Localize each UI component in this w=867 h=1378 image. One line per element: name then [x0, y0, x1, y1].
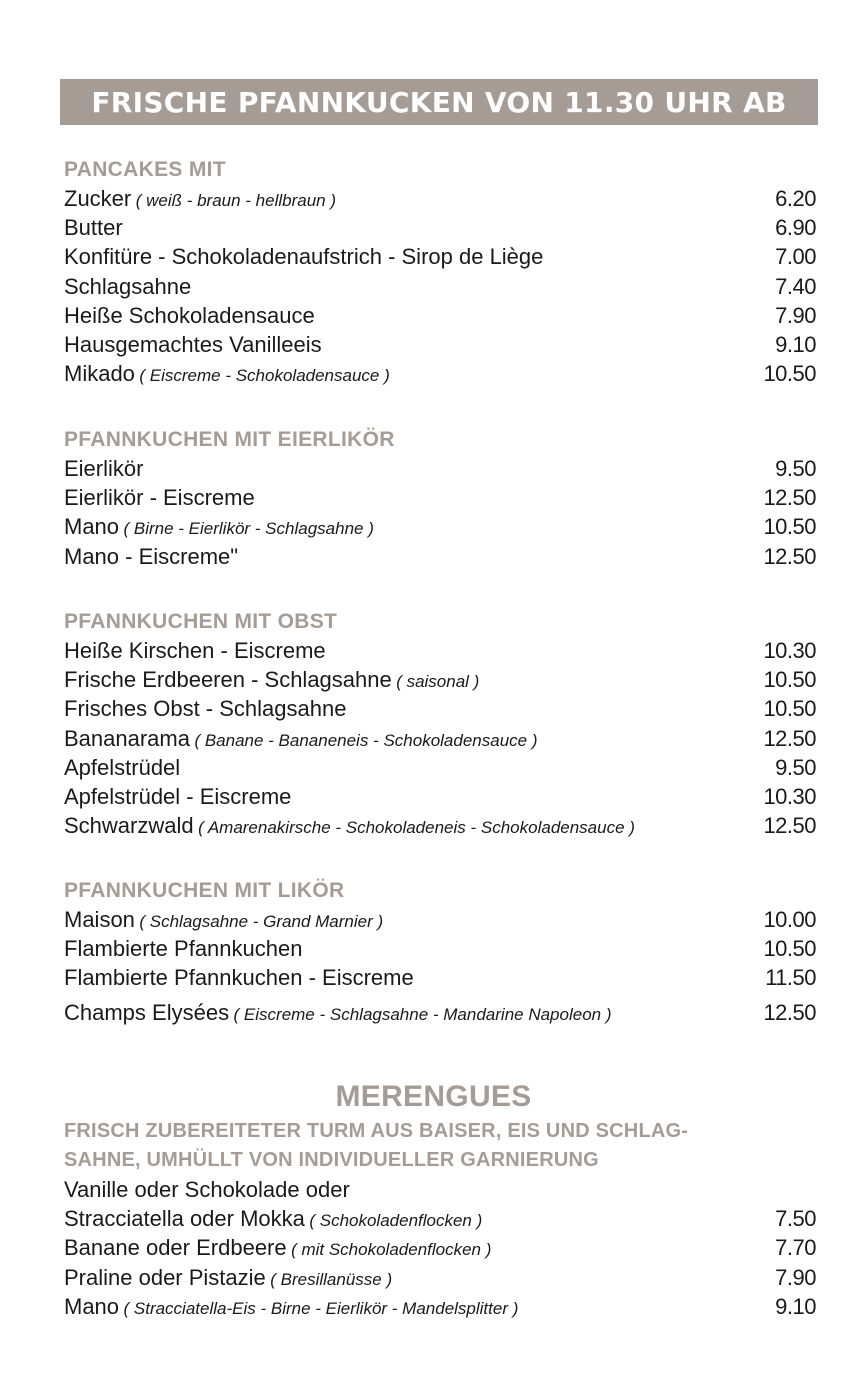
item-name: Butter [64, 215, 123, 241]
item-price: 9.50 [775, 456, 816, 481]
menu-item [64, 993, 816, 1033]
item-price: 7.50 [775, 1206, 816, 1232]
item-note: ( Birne - Eierlikör - Schlagsahne ) [123, 519, 374, 539]
item-name: Champs Elysées [64, 999, 230, 1025]
item-price: 7.40 [775, 273, 816, 299]
item-name: Frische Erdbeeren - Schlagsahne [64, 667, 392, 693]
item-name: Maison [64, 907, 135, 932]
item-price: 12.50 [763, 725, 816, 751]
item-name: Konfitüre - Schokoladenaufstrich - Sirop de Liège [64, 244, 544, 270]
section-obst [64, 607, 816, 840]
menu-item [64, 724, 816, 753]
menu-item [64, 636, 816, 665]
menu-item [64, 542, 816, 571]
item-price: 10.50 [763, 696, 816, 722]
menu-item [64, 213, 816, 242]
item-price: 9.50 [775, 754, 816, 780]
item-name: Hausgemachtes Vanilleeis [64, 331, 322, 357]
item-price: 6.90 [775, 215, 816, 241]
menu-item [64, 1233, 816, 1262]
item-name: Flambierte Pfannkuchen [64, 936, 303, 962]
menu-banner [60, 79, 818, 125]
item-price: 10.00 [763, 907, 816, 932]
menu-item [64, 694, 816, 723]
item-note: ( Amarenakirsche - Schokoladeneis - Schokoladensauce ) [198, 818, 635, 838]
item-price: 12.50 [763, 485, 816, 511]
menu-item [64, 1292, 816, 1321]
menu-item [64, 301, 816, 330]
section-likoer [64, 876, 816, 1033]
item-note: ( Bresillanüsse ) [270, 1269, 393, 1289]
section-title: PFANNKUCHEN MIT LIKÖR [64, 879, 345, 902]
item-price: 9.10 [775, 1293, 816, 1319]
item-price: 6.20 [775, 186, 816, 211]
item-note: ( Eiscreme - Schokoladensauce ) [139, 366, 390, 386]
item-name: Eierlikör - Eiscreme [64, 485, 255, 511]
item-name: Banane oder Erdbeere [64, 1235, 287, 1261]
item-name: Schwarzwald [64, 813, 194, 839]
item-name: Stracciatella oder Mokka [64, 1206, 305, 1232]
menu-item [64, 753, 816, 782]
item-price: 12.50 [763, 543, 816, 569]
menu-item [64, 272, 816, 301]
item-name: Heiße Schokoladensauce [64, 302, 315, 328]
item-name: Bananarama [64, 725, 190, 751]
menu-item [64, 905, 816, 934]
menu-item [64, 184, 816, 213]
item-price: 11.50 [765, 965, 816, 991]
menu-item [64, 483, 816, 512]
menu-item [64, 359, 816, 388]
item-note: ( mit Schokoladenflocken ) [291, 1240, 492, 1260]
item-price: 7.90 [775, 1264, 816, 1290]
merengues-description-line1: FRISCH ZUBEREITETER TURM AUS BAISER, EIS UND SCHLAG- [64, 1120, 689, 1142]
item-name: Apfelstrüdel - Eiscreme [64, 783, 292, 809]
item-price: 12.50 [763, 999, 816, 1025]
item-note: ( Banane - Bananeneis - Schokoladensauce ) [194, 730, 538, 750]
menu-item [64, 665, 816, 694]
section-eierlikoer [64, 425, 816, 571]
item-name: Apfelstrüdel [64, 754, 181, 780]
section-title: PFANNKUCHEN MIT EIERLIKÖR [64, 428, 395, 451]
item-name: Mano [64, 1293, 120, 1319]
menu-item [64, 963, 816, 992]
item-note: ( Eiscreme - Schlagsahne - Mandarine Napoleon ) [233, 1004, 612, 1024]
section-merengues [64, 1117, 816, 1321]
item-name: Zucker [64, 186, 132, 211]
item-name: Heiße Kirschen - Eiscreme [64, 638, 326, 663]
item-note: ( Schlagsahne - Grand Marnier ) [139, 912, 384, 931]
item-price: 7.70 [775, 1235, 816, 1261]
menu-item [64, 1263, 816, 1292]
menu-item [64, 454, 816, 483]
item-name: Schlagsahne [64, 273, 192, 299]
banner-title: FRISCHE PFANNKUCKEN VON 11.30 UHR AB [91, 85, 787, 119]
menu-item [64, 512, 816, 541]
merengues-intro-row [64, 1175, 816, 1204]
item-price: 9.10 [775, 331, 816, 357]
menu-item [64, 330, 816, 359]
item-name: Mano [64, 514, 120, 540]
menu-item [64, 934, 816, 963]
item-price: 12.50 [763, 813, 816, 839]
section-title: PANCAKES MIT [64, 158, 226, 181]
item-name: Mikado [64, 361, 135, 387]
item-price: 10.50 [763, 514, 816, 540]
item-note: ( saisonal ) [396, 672, 480, 692]
item-price: 10.30 [763, 783, 816, 809]
section-pancakes [64, 155, 816, 388]
item-price: 7.00 [775, 244, 816, 270]
menu-item [64, 1204, 816, 1233]
merengues-description-line2: SAHNE, UMHÜLLT VON INDIVIDUELLER GARNIERUNG [64, 1149, 599, 1171]
item-price: 10.50 [763, 667, 816, 693]
menu-item [64, 782, 816, 811]
item-note: ( weiß - braun - hellbraun ) [135, 191, 337, 210]
menu-item [64, 242, 816, 271]
item-note: ( Stracciatella-Eis - Birne - Eierlikör - Mandelsplitter ) [123, 1298, 519, 1318]
menu-item [64, 811, 816, 840]
item-name: Eierlikör [64, 456, 144, 481]
merengues-intro: Vanille oder Schokolade oder [64, 1177, 350, 1202]
item-price: 10.50 [763, 361, 816, 387]
item-price: 10.50 [763, 936, 816, 962]
section-title: PFANNKUCHEN MIT OBST [64, 610, 338, 633]
merengues-title: MERENGUES [335, 1080, 532, 1113]
item-name: Frisches Obst - Schlagsahne [64, 696, 347, 722]
item-note: ( Schokoladenflocken ) [309, 1211, 483, 1231]
item-price: 7.90 [775, 302, 816, 328]
item-name: Praline oder Pistazie [64, 1264, 266, 1290]
item-price: 10.30 [763, 638, 816, 663]
item-name: Mano - Eiscreme" [64, 543, 239, 569]
item-name: Flambierte Pfannkuchen - Eiscreme [64, 965, 414, 991]
